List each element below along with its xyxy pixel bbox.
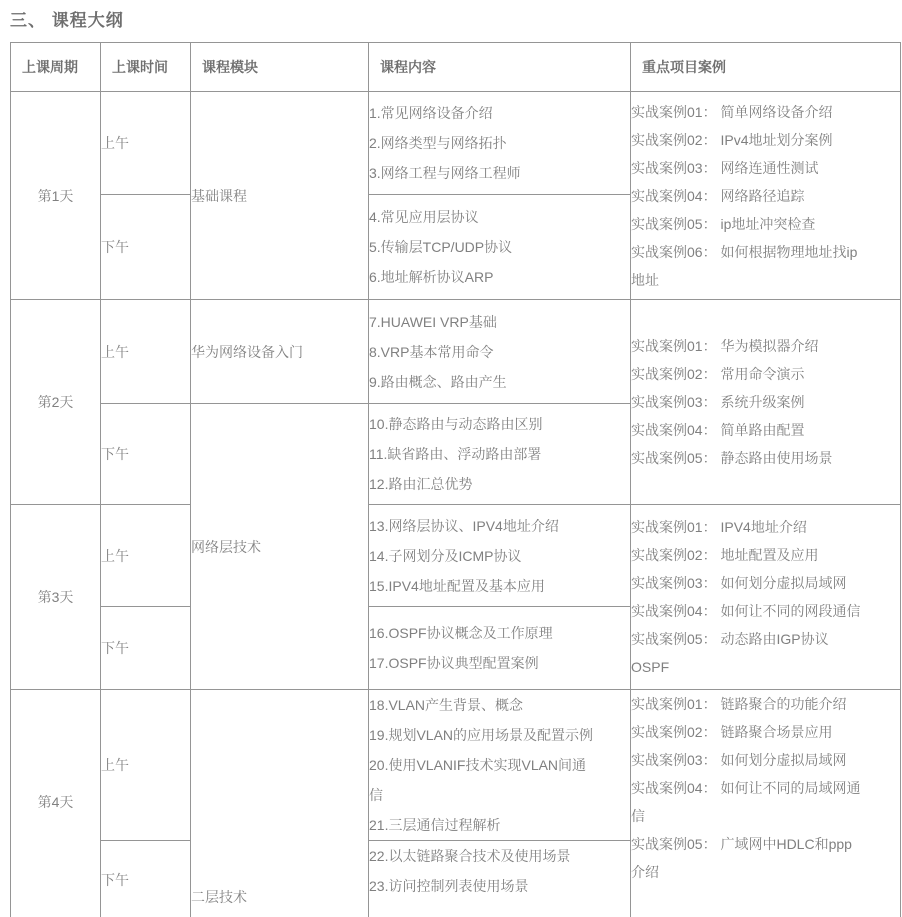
day-cell-2: 第2天 — [11, 300, 101, 505]
content-cell-day2-pm — [369, 404, 631, 505]
text-line: 介绍 — [631, 864, 659, 880]
text-line: 实战案例02： 链路聚合场景应用 — [631, 724, 833, 740]
content-cell-day4-pm — [369, 841, 631, 917]
header-row — [11, 43, 901, 92]
text-line: 地址 — [631, 271, 659, 288]
text-line: 21.三层通信过程解析 — [369, 817, 501, 833]
text-line: 实战案例06： 如何根据物理地址找ip — [631, 243, 858, 260]
text-line: 1.常见网络设备介绍 — [369, 105, 493, 121]
row-day4-am — [11, 690, 901, 841]
text-line: 14.子网划分及ICMP协议 — [369, 547, 522, 564]
row-day2-am — [11, 300, 901, 404]
content-cell-day3-pm — [369, 607, 631, 690]
content-cell-day1-am — [369, 92, 631, 195]
text-line: 18.VLAN产生背景、概念 — [369, 697, 524, 713]
content-cell-day4-am — [369, 690, 631, 841]
col-header-module: 课程模块 — [191, 43, 369, 92]
text-line: 19.规划VLAN的应用场景及配置示例 — [369, 727, 594, 743]
day-label: 第4天 — [37, 794, 74, 810]
text-line: 实战案例04： 简单路由配置 — [631, 422, 805, 438]
time-cell-day1-am: 上午 — [101, 92, 191, 195]
day-cell-1: 第1天 — [11, 92, 101, 300]
time-cell-day3-pm: 下午 — [101, 607, 191, 690]
row-day3-am — [11, 505, 901, 607]
text-line: 实战案例05： 静态路由使用场景 — [631, 450, 833, 466]
content-cell-day3-am — [369, 505, 631, 607]
col-header-time: 上课时间 — [101, 43, 191, 92]
text-line: 16.OSPF协议概念及工作原理 — [369, 625, 553, 641]
text-line: 实战案例04： 如何让不同的网段通信 — [631, 603, 861, 619]
text-line: 信 — [631, 808, 645, 824]
module-cell-layer2-tech — [191, 690, 369, 917]
text-line: 6.地址解析协议ARP — [369, 269, 494, 285]
day-cell-4 — [11, 690, 101, 917]
text-line: 8.VRP基本常用命令 — [369, 343, 494, 360]
content-cell-day2-am — [369, 300, 631, 404]
text-line: 信 — [369, 787, 383, 803]
text-line: OSPF — [631, 659, 670, 675]
module-label: 二层技术 — [191, 889, 247, 905]
time-cell-day2-am: 上午 — [101, 300, 191, 404]
text-line: 23.访问控制列表使用场景 — [369, 878, 529, 894]
module-cell-huawei-device-intro: 华为网络设备入门 — [191, 300, 369, 404]
module-cell-network-layer: 网络层技术 — [191, 404, 369, 690]
text-line: 11.缺省路由、浮动路由部署 — [369, 446, 542, 462]
case-cell-day1 — [631, 92, 901, 300]
col-header-content: 课程内容 — [369, 43, 631, 92]
col-header-cycle: 上课周期 — [11, 43, 101, 92]
case-cell-day3 — [631, 505, 901, 690]
text-line: 实战案例05： 广域网中HDLC和ppp — [631, 836, 852, 852]
text-line: 实战案例04： 如何让不同的局域网通 — [631, 780, 861, 796]
case-cell-day2 — [631, 300, 901, 505]
text-line: 实战案例02： 常用命令演示 — [631, 366, 805, 382]
text-line: 实战案例02： 地址配置及应用 — [631, 547, 819, 563]
col-header-cases: 重点项目案例 — [631, 43, 901, 92]
text-line: 实战案例03： 系统升级案例 — [631, 394, 805, 410]
time-label: 下午 — [101, 872, 129, 888]
text-line: 实战案例05： ip地址冲突检查 — [631, 215, 816, 232]
text-line: 实战案例01： 链路聚合的功能介绍 — [631, 696, 847, 712]
text-line: 5.传输层TCP/UDP协议 — [369, 239, 513, 255]
text-line: 10.静态路由与动态路由区别 — [369, 416, 543, 432]
row-day1-am — [11, 92, 901, 195]
text-line: 实战案例05： 动态路由IGP协议 — [631, 631, 829, 647]
text-line: 22.以太链路聚合技术及使用场景 — [369, 848, 571, 864]
text-line: 12.路由汇总优势 — [369, 476, 473, 492]
text-line: 实战案例01： 简单网络设备介绍 — [631, 103, 833, 120]
time-cell-day4-pm — [101, 841, 191, 917]
text-line: 实战案例03： 如何划分虚拟局域网 — [631, 575, 847, 591]
time-cell-day1-pm: 下午 — [101, 195, 191, 300]
text-line: 7.HUAWEI VRP基础 — [369, 313, 497, 330]
section-title: 三、 课程大纲 — [10, 11, 124, 30]
text-line: 实战案例02： IPv4地址划分案例 — [631, 131, 833, 148]
text-line: 实战案例01： IPV4地址介绍 — [631, 519, 807, 535]
text-line: 2.网络类型与网络拓扑 — [369, 135, 507, 151]
text-line: 实战案例03： 网络连通性测试 — [631, 159, 819, 176]
time-cell-day3-am: 上午 — [101, 505, 191, 607]
time-cell-day2-pm: 下午 — [101, 404, 191, 505]
text-line: 实战案例04： 网络路径追踪 — [631, 187, 805, 204]
text-line: 9.路由概念、路由产生 — [369, 373, 507, 390]
day-cell-3: 第3天 — [11, 505, 101, 690]
text-line: 实战案例03： 如何划分虚拟局域网 — [631, 752, 847, 768]
content-cell-day1-pm — [369, 195, 631, 300]
text-line: 3.网络工程与网络工程师 — [369, 165, 521, 181]
text-line: 17.OSPF协议典型配置案例 — [369, 655, 539, 671]
module-cell-basic-course: 基础课程 — [191, 92, 369, 300]
text-line: 实战案例01： 华为模拟器介绍 — [631, 338, 819, 354]
text-line: 13.网络层协议、IPV4地址介绍 — [369, 517, 559, 534]
case-cell-day4 — [631, 690, 901, 917]
text-line: 20.使用VLANIF技术实现VLAN间通 — [369, 757, 587, 773]
text-line: 4.常见应用层协议 — [369, 209, 479, 225]
text-line: 15.IPV4地址配置及基本应用 — [369, 577, 545, 594]
course-outline-table — [10, 42, 901, 917]
time-cell-day4-am: 上午 — [101, 690, 191, 841]
